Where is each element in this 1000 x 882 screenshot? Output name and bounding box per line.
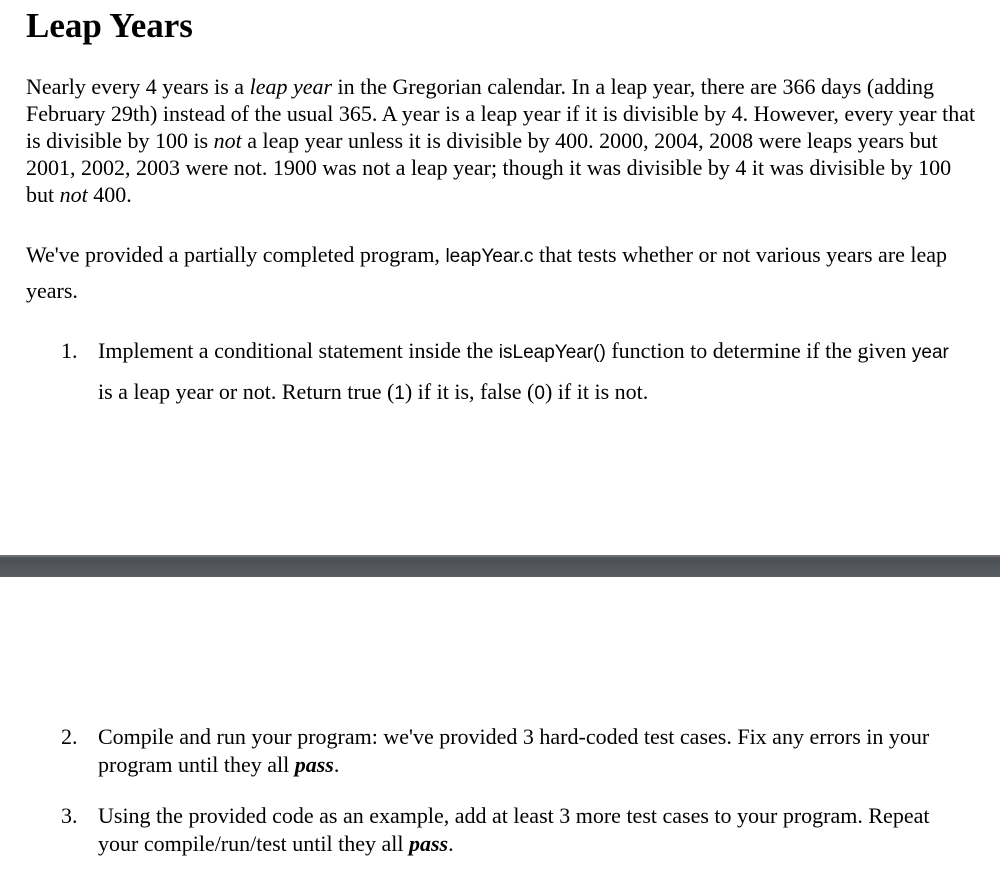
step-1-text-c: is a leap year or not. Return true ( [98, 379, 395, 404]
step-3-text [98, 802, 968, 858]
step-3-number: 3. [61, 803, 78, 828]
step-3-text-a: Using the provided code as an example, add at least 3 more test cases to your program. Repeat your compile/run/test until they all [98, 803, 930, 856]
program-text-1: We've provided a partially completed program, [26, 242, 446, 267]
step-1-code-function: isLeapYear() [498, 342, 606, 363]
intro-emphasis-leap-year: leap year [249, 74, 333, 99]
step-2-number: 2. [61, 724, 78, 749]
step-2-text-a: Compile and run your program: we've provided 3 hard-coded test cases. Fix any errors in your program until they all [98, 724, 930, 777]
step-1-text-d: ) if it is, false ( [404, 379, 535, 404]
page-title: Leap Years [26, 6, 193, 45]
step-1-text-a: Implement a conditional statement inside the [98, 338, 499, 363]
intro-text-4: 400. [87, 182, 132, 207]
intro-text-2: in the Gregorian calendar. In a leap year, there are 366 days (adding February 29th) instead of the usual 365. A year is a leap year if it is divisible by 4. However, every year that is divisible by 100 is [26, 74, 976, 153]
step-1-number: 1. [61, 338, 78, 363]
step-1-code-year: year [911, 342, 949, 363]
step-3-emphasis-pass: pass [409, 831, 449, 856]
step-1-text [98, 331, 968, 413]
step-2-text [98, 723, 968, 779]
step-2-emphasis-pass: pass [294, 752, 334, 777]
step-1-code-true: 1 [394, 383, 405, 404]
intro-emphasis-not-2: not [59, 182, 88, 207]
step-2-text-b: . [333, 752, 340, 777]
step-3-text-b: . [448, 831, 454, 856]
program-filename: leapYear.c [445, 246, 534, 267]
program-text-2: that tests whether or not various years are leap years. [26, 242, 948, 303]
intro-emphasis-not-1: not [213, 128, 242, 153]
program-paragraph [26, 238, 976, 308]
page-break-divider [0, 555, 1000, 577]
step-1-text-e: ) if it is not. [544, 379, 649, 404]
intro-text-3: a leap year unless it is divisible by 400. 2000, 2004, 2008 were leaps years but 2001, 2002, 2003 were not. 1900 was not a leap year; though it was divisible by 4 it was divisible by 100 but [26, 128, 952, 207]
step-1-code-false: 0 [534, 383, 545, 404]
step-1-text-b: function to determine if the given [605, 338, 912, 363]
intro-text-1: Nearly every 4 years is a [26, 74, 250, 99]
intro-paragraph [26, 73, 976, 208]
